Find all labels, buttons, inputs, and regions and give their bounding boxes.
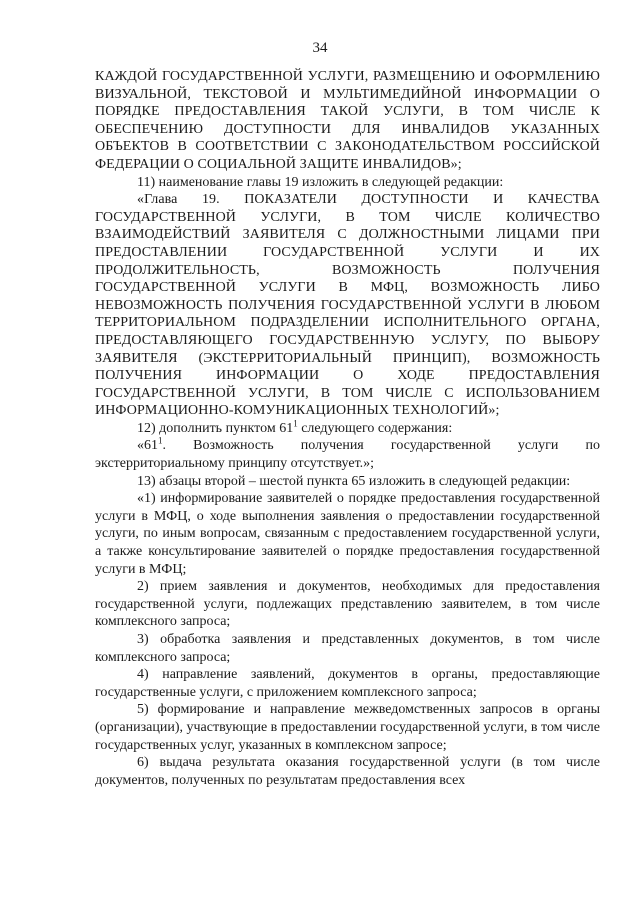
item-12-text-start: 12) дополнить пунктом 61	[137, 420, 294, 436]
paragraph-chapter-19-title: «Глава 19. ПОКАЗАТЕЛИ ДОСТУПНОСТИ И КАЧЕСТВА ГОСУДАРСТВЕННОЙ УСЛУГИ, В ТОМ ЧИСЛЕ КОЛИЧЕСТВО ВЗАИМОДЕЙСТВИЙ ЗАЯВИТЕЛЯ С ДОЛЖНОСТНЫМИ ЛИЦАМИ ПРИ ПРЕДОСТАВЛЕНИИ ГОСУДАРСТВЕННОЙ УСЛУГИ И ИХ ПРОДОЛЖИТЕЛЬНОСТЬ, ВОЗМОЖНОСТЬ ПОЛУЧЕНИЯ ГОСУДАРСТВЕННОЙ УСЛУГИ В МФЦ, ВОЗМОЖНОСТЬ ЛИБО НЕВОЗМОЖНОСТЬ ПОЛУЧЕНИЯ ГОСУДАРСТВЕННОЙ УСЛУГИ В ЛЮБОМ ТЕРРИТОРИАЛЬНОМ ПОДРАЗДЕЛЕНИИ ИСПОЛНИТЕЛЬНОГО ОРГАНА, ПРЕДОСТАВЛЯЮЩЕГО ГОСУДАРСТВЕННУЮ УСЛУГУ, ПО ВЫБОРУ ЗАЯВИТЕЛЯ (ЭКСТЕРРИТОРИАЛЬНЫЙ ПРИНЦИП), ВОЗМОЖНОСТЬ ПОЛУЧЕНИЯ ИНФОРМАЦИИ О ХОДЕ ПРЕДОСТАВЛЕНИЯ ГОСУДАРСТВЕННОЙ УСЛУГИ, В ТОМ ЧИСЛЕ С ИСПОЛЬЗОВАНИЕМ ИНФОРМАЦИОННО-КОМУНИКАЦИОННЫХ ТЕХНОЛОГИЙ»;	[95, 192, 600, 419]
page-number: 34	[312, 40, 328, 56]
clause-61-1-text-start: «61	[137, 438, 158, 454]
paragraph-subitem-4: 4) направление заявлений, документов в органы, предоставляющие государственные услуги, с приложением комплексного запроса;	[95, 667, 600, 700]
clause-61-1-superscript: 1	[158, 435, 163, 446]
paragraph-subitem-5: 5) формирование и направление межведомственных запросов в органы (организации), участвующие в предоставлении государственной услуги, в том числе государственных услуг, указанных в комплексном запросе;	[95, 702, 600, 753]
paragraph-subitem-1: «1) информирование заявителей о порядке предоставления государственной услуги в МФЦ, о ходе выполнения заявления о предоставлении государственной услуги, по иным вопросам, связанным с предоставлением государственной услуги, а также консультирование заявителей о порядке предоставления государственной услуги в МФЦ;	[95, 491, 600, 577]
paragraph-subitem-6: 6) выдача результата оказания государственной услуги (в том числе документов, полученных по результатам предоставления всех	[95, 755, 600, 788]
paragraph-item-13: 13) абзацы второй – шестой пункта 65 изложить в следующей редакции:	[137, 473, 571, 489]
document-body	[95, 68, 600, 789]
paragraph-subitem-3: 3) обработка заявления и представленных документов, в том числе комплексного запроса;	[95, 632, 600, 665]
paragraph-item-12	[95, 420, 600, 438]
item-12-superscript: 1	[293, 418, 298, 429]
clause-61-1-text-end: . Возможность получения государственной услуги по экстерриториальному принципу отсутствует.»;	[95, 438, 600, 472]
paragraph-accessibility-caps: КАЖДОЙ ГОСУДАРСТВЕННОЙ УСЛУГИ, РАЗМЕЩЕНИЮ И ОФОРМЛЕНИЮ ВИЗУАЛЬНОЙ, ТЕКСТОВОЙ И МУЛЬТИМЕДИЙНОЙ ИНФОРМАЦИИ О ПОРЯДКЕ ПРЕДОСТАВЛЕНИЯ ТАКОЙ УСЛУГИ, В ТОМ ЧИСЛЕ К ОБЕСПЕЧЕНИЮ ДОСТУПНОСТИ ДЛЯ ИНВАЛИДОВ УКАЗАННЫХ ОБЪЕКТОВ В СООТВЕТСТВИИ С ЗАКОНОДАТЕЛЬСТВОМ РОССИЙСКОЙ ФЕДЕРАЦИИ О СОЦИАЛЬНОЙ ЗАЩИТЕ ИНВАЛИДОВ»;	[95, 69, 600, 172]
paragraph-clause-61-1	[95, 437, 600, 472]
paragraph-subitem-2: 2) прием заявления и документов, необходимых для предоставления государственной услуги, подлежащих представлению заявителем, в том числе комплексного запроса;	[95, 579, 600, 630]
paragraph-item-11: 11) наименование главы 19 изложить в следующей редакции:	[137, 174, 504, 190]
item-12-text-end: следующего содержания:	[297, 420, 453, 436]
